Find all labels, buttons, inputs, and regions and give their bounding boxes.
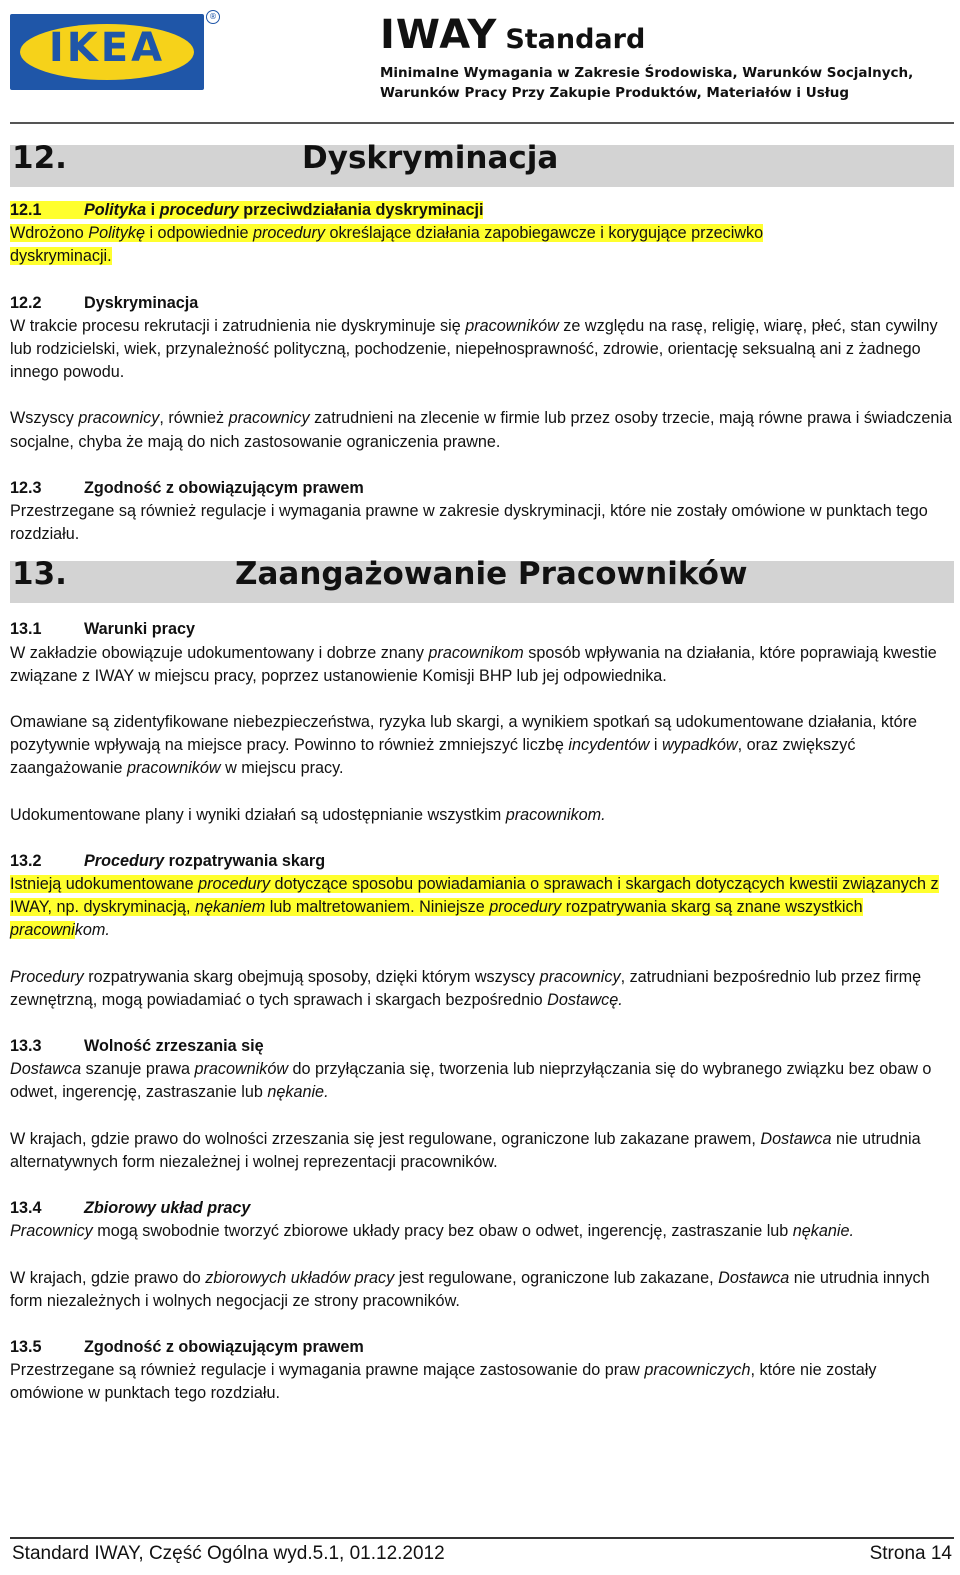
text-run: określające działania zapobiegawcze i korygujące przeciwko xyxy=(324,224,764,243)
subsection-number: 13.2 xyxy=(10,851,42,870)
page-header xyxy=(0,0,960,126)
subsection-title-part: rozpatrywania skarg xyxy=(164,851,326,870)
subsection-12-1-heading xyxy=(10,199,954,222)
paragraph-13-1-b xyxy=(10,711,954,781)
subtitle-line-2: Warunków Pracy Przy Zakupie Produktów, Materiałów i Usług xyxy=(380,85,850,101)
text-run: mogą swobodnie tworzyć zbiorowe układy pracy bez obaw o odwet, ingerencję, zastraszanie lub xyxy=(92,1222,793,1241)
text-run: nękanie. xyxy=(792,1222,854,1241)
subsection-title-part: procedury xyxy=(159,201,239,219)
text-run: , zatrudniani bezpośrednio lub przez firmę zewnętrzną, mogą powiadamiać o tych sprawach i skargach bezpośrednio xyxy=(10,967,922,1009)
text-run: pracowników xyxy=(194,1060,289,1079)
paragraph-13-4-a xyxy=(10,1220,954,1243)
text-run: Dostawca xyxy=(10,1060,82,1079)
text-run: Przestrzegane są również regulacje i wymagania prawne mające zastosowanie do praw xyxy=(10,1361,645,1380)
text-run: procedury xyxy=(198,875,271,894)
text-run: , oraz zwiększyć zaangażowanie xyxy=(10,736,856,778)
subsection-title-part: Polityka xyxy=(84,201,147,219)
text-run: rozpatrywania skarg obejmują sposoby, dzięki którym wszyscy xyxy=(83,967,540,986)
paragraph-12-2-b xyxy=(10,407,954,453)
text-run: , które nie zostały omówione w punktach tego rozdziału. xyxy=(10,1361,877,1403)
text-run: W zakładzie obowiązuje udokumentowany i dobrze znany xyxy=(10,643,429,662)
subsection-title-part: i xyxy=(146,201,160,219)
text-run: jest regulowane, ograniczone lub zakazane, xyxy=(394,1268,719,1287)
text-run: nękanie. xyxy=(267,1083,329,1102)
ikea-logo xyxy=(10,14,204,90)
text-run: W krajach, gdzie prawo do xyxy=(10,1268,206,1287)
text-run: dotyczące sposobu powiadamiania o sprawach i skargach dotyczących kwestii związanych z IWAY, np. dyskryminacją, xyxy=(10,875,939,917)
text-run: Pracownicy xyxy=(10,1222,93,1241)
document-body xyxy=(10,140,954,1406)
text-run: pracownicy xyxy=(228,409,310,428)
footer-divider xyxy=(10,1537,954,1539)
text-run: Dostawcę. xyxy=(547,990,623,1009)
subsection-title: Dyskryminacja xyxy=(84,293,199,312)
text-run: W krajach, gdzie prawo do wolności zrzeszania się jest regulowane, ograniczone lub zakazane prawem, xyxy=(10,1129,761,1148)
document-subtitle xyxy=(380,63,950,103)
subsection-number: 12.3 xyxy=(10,478,42,497)
paragraph-12-2-a xyxy=(10,315,954,385)
subsection-title: Wolność zrzeszania się xyxy=(84,1037,264,1056)
text-run: kom. xyxy=(74,921,110,940)
paragraph-12-3: Przestrzegane są również regulacje i wymagania prawne w zakresie dyskryminacji, które nie zostały omówione w punktach tego rozdziału. xyxy=(10,502,928,544)
subsection-title: Warunki pracy xyxy=(84,620,195,639)
paragraph-13-3-a xyxy=(10,1058,954,1104)
text-run: Wszyscy xyxy=(10,409,79,428)
title-iway: IWAY xyxy=(380,12,498,58)
registered-mark-icon: ® xyxy=(206,10,220,24)
text-run: nękaniem xyxy=(195,898,266,917)
text-run: pracowników xyxy=(465,316,559,335)
text-run: lub maltretowaniem. Niniejsze xyxy=(265,898,490,917)
text-run: Dostawca xyxy=(718,1268,790,1287)
text-run: sposób wpływania na działania, które poprawiają kwestie związane z IWAY w miejscu pracy, poprzez ustanowienie Komisji BHP lub jej odpowiednika. xyxy=(10,643,937,685)
subsection-13-2-heading xyxy=(10,850,954,873)
text-run: nie utrudnia innych form niezależnych i wolnych negocjacji ze strony pracowników. xyxy=(10,1268,930,1310)
section-number: 13. xyxy=(12,556,67,593)
subsection-number: 12.2 xyxy=(10,293,42,312)
paragraph-13-5 xyxy=(10,1359,954,1405)
subsection-title-part: przeciwdziałania dyskryminacji xyxy=(238,201,484,219)
paragraph-13-3-b xyxy=(10,1128,954,1174)
section-13-heading xyxy=(10,556,954,603)
text-run: Politykę xyxy=(88,224,145,243)
footer-page-number: Strona 14 xyxy=(869,1543,952,1564)
subsection-number: 12.1 xyxy=(10,201,42,219)
text-run: do przyłączania się, tworzenia lub nieprzyłączania się do wybranego związku bez obaw o odwet, ingerencję, zastraszanie lub xyxy=(10,1060,932,1102)
text-run: ze względu na rasę, religię, wiarę, płeć, stan cywilny lub rodzicielski, wiek, przynależność polityczną, pochodzenie, niepełnosprawność, zdrowie, orientację seksualną ani z żadnego innego powodu. xyxy=(10,316,938,382)
text-run: W trakcie procesu rekrutacji i zatrudnienia nie dyskryminuje się xyxy=(10,316,466,335)
subsection-title: Zgodność z obowiązującym prawem xyxy=(84,1337,364,1356)
paragraph-13-2-b xyxy=(10,966,954,1012)
text-run: i odpowiednie xyxy=(144,224,253,243)
text-run: pracownicy xyxy=(539,967,621,986)
text-run: szanuje prawa xyxy=(81,1060,195,1079)
text-run: Omawiane są zidentyfikowane niebezpieczeństwa, ryzyka lub skargi, a wynikiem spotkań są udokumentowane działania, które pozytywnie wpływają na miejsce pracy. Powinno to również zmniejszyć liczbę xyxy=(10,713,917,755)
text-run: pracownikom. xyxy=(505,805,606,824)
text-run: zatrudnieni na zlecenie w firmie lub przez osoby trzecie, mają równe prawa i świadczenia socjalne, chyba że mają do nich zastosowanie ograniczenia prawne. xyxy=(10,409,952,451)
paragraph-13-1-c xyxy=(10,804,954,827)
paragraph-13-2-a xyxy=(10,873,954,943)
text-run: incydentów xyxy=(568,736,650,755)
text-run: pracowniczych xyxy=(644,1361,751,1380)
text-run: nie utrudnia alternatywnych form niezależnej i wolnej reprezentacji pracowników. xyxy=(10,1129,921,1171)
text-run: wypadków xyxy=(661,736,738,755)
subsection-13-4-heading xyxy=(10,1197,954,1220)
header-divider xyxy=(10,122,954,124)
text-run: pracowni xyxy=(10,921,75,940)
subsection-title: Zgodność z obowiązującym prawem xyxy=(84,478,364,497)
document-title xyxy=(380,12,645,58)
text-run: zbiorowych układów pracy xyxy=(205,1268,395,1287)
text-run: Dostawca xyxy=(760,1129,832,1148)
text-run: pracownicy xyxy=(78,409,160,428)
paragraph-12-1 xyxy=(10,222,954,268)
subsection-number: 13.5 xyxy=(10,1337,42,1356)
subsection-number: 13.3 xyxy=(10,1037,42,1056)
subsection-12-3-heading xyxy=(10,477,954,500)
subsection-13-1-heading xyxy=(10,618,954,641)
section-12-heading xyxy=(10,140,954,187)
footer-document-info: Standard IWAY, Część Ogólna wyd.5.1, 01.12.2012 xyxy=(12,1543,445,1564)
text-run: w miejscu pracy. xyxy=(220,759,344,778)
text-run: Udokumentowane plany i wyniki działań są udostępnianie wszystkim xyxy=(10,805,506,824)
subsection-title-part: Procedury xyxy=(84,851,165,870)
text-run: Procedury xyxy=(10,967,84,986)
subsection-13-3-heading xyxy=(10,1035,954,1058)
subsection-number: 13.4 xyxy=(10,1199,42,1218)
text-run: rozpatrywania skarg są znane wszystkich xyxy=(561,898,863,917)
subsection-number: 13.1 xyxy=(10,620,42,639)
section-title: Dyskryminacja xyxy=(302,140,559,176)
logo-text: IKEA xyxy=(48,25,166,71)
section-title: Zaangażowanie Pracowników xyxy=(235,556,748,593)
text-run: procedury xyxy=(489,898,562,917)
paragraph-13-1-a xyxy=(10,642,954,688)
section-number: 12. xyxy=(12,140,67,176)
text-run: i xyxy=(649,736,662,755)
subsection-title: Zbiorowy układ pracy xyxy=(84,1199,251,1218)
subtitle-line-1: Minimalne Wymagania w Zakresie Środowiska, Warunków Socjalnych, xyxy=(380,65,914,81)
paragraph-13-4-b xyxy=(10,1267,954,1313)
subsection-12-2-heading xyxy=(10,292,954,315)
text-run: procedury xyxy=(252,224,325,243)
text-run: pracowników xyxy=(127,759,221,778)
text-run: dyskryminacji. xyxy=(10,247,112,266)
text-run: pracownikom xyxy=(428,643,524,662)
text-run: Wdrożono xyxy=(10,224,89,243)
title-standard: Standard xyxy=(505,24,646,55)
text-run: Istnieją udokumentowane xyxy=(10,875,199,894)
text-run: , również xyxy=(159,409,229,428)
subsection-13-5-heading xyxy=(10,1336,954,1359)
